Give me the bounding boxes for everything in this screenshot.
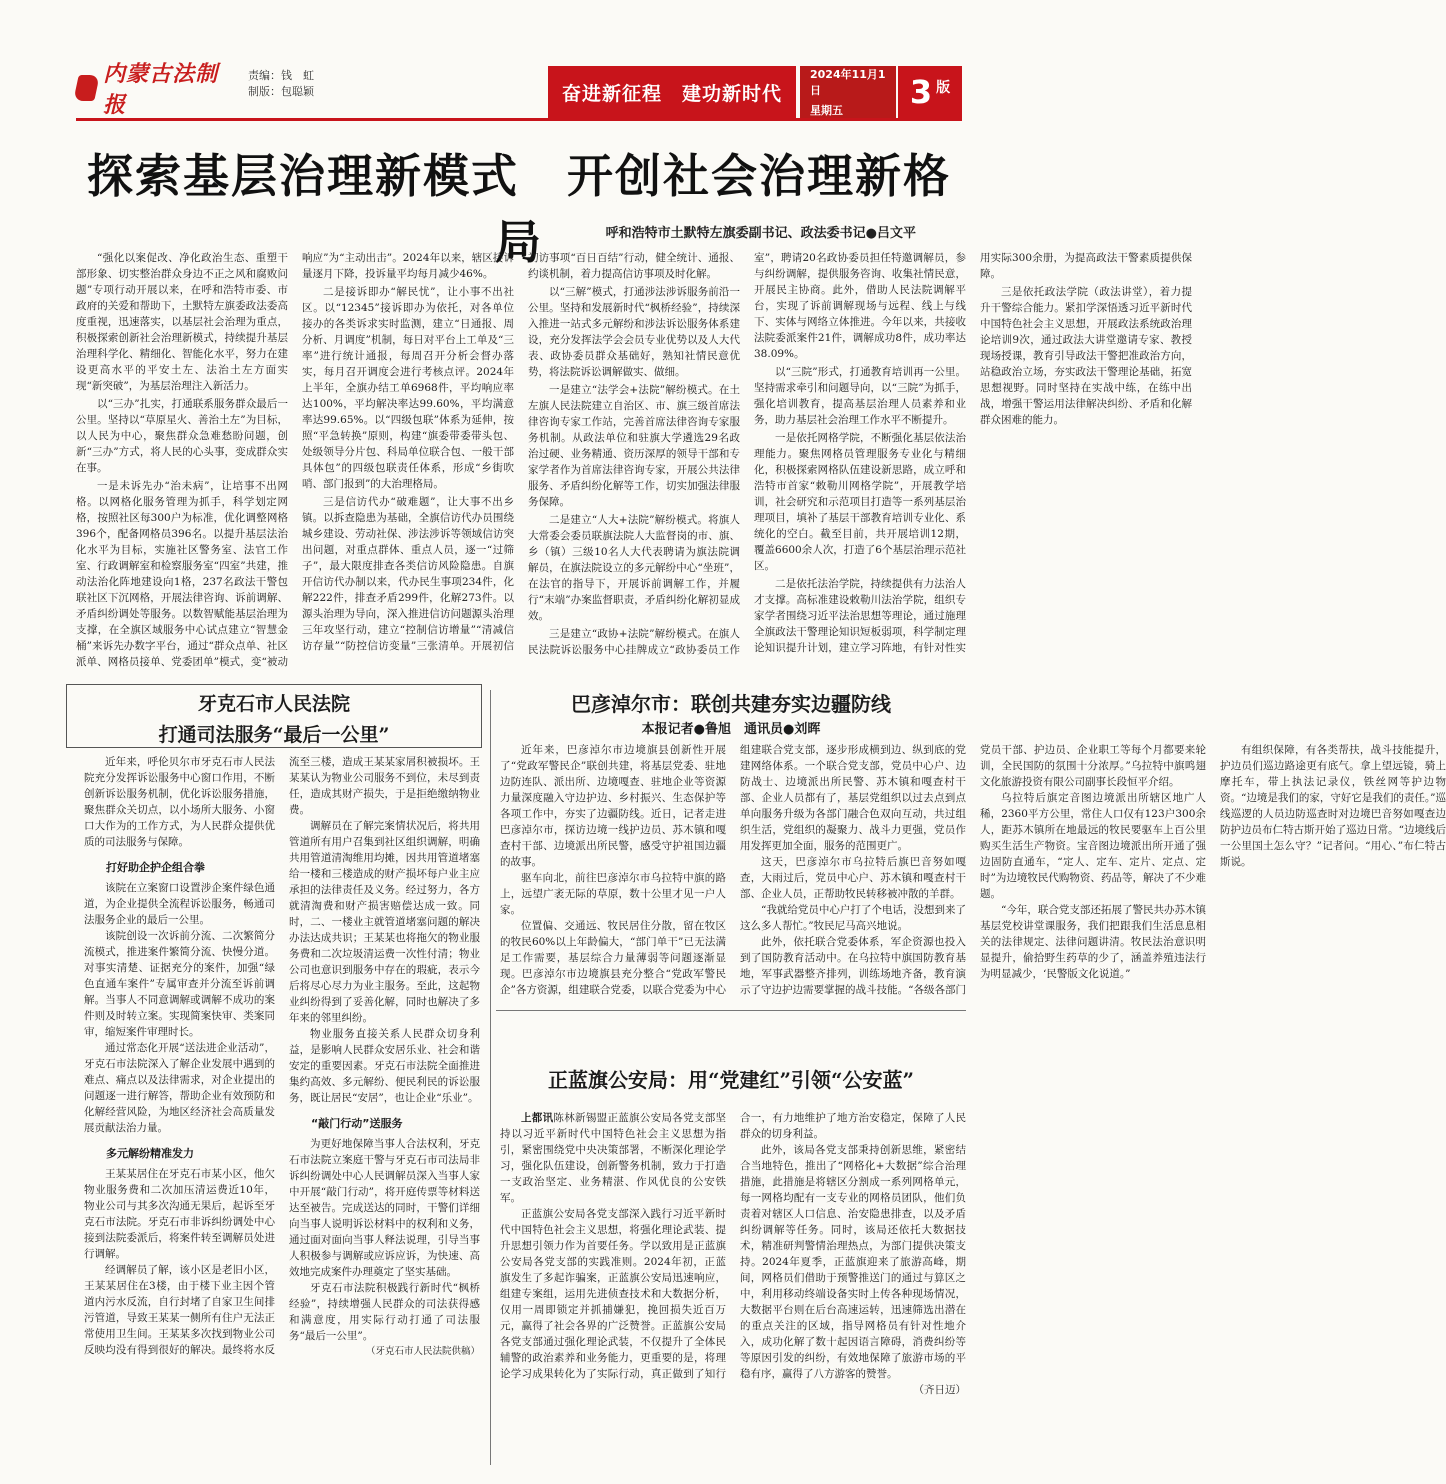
article-paragraph: 一是建立“法学会+法院”解纷模式。在土左旗人民法院建立自治区、市、旗三级首席法律咨询专家工作站，完善首席法律咨询专家服务机制。从政法单位和驻旗大学遴选29名政治过硬、业务精通、资历深厚的领导干部和专家学者作为首席法律咨询专家，开展公共法律服务、矛盾纠纷化解等工作，切实加强法律服务保障。 xyxy=(528,384,740,508)
article-paragraph xyxy=(500,1110,726,1206)
page-number-block xyxy=(898,66,962,118)
page-number: 3 xyxy=(909,73,933,111)
article-paragraph: 物业服务直接关系人民群众切身利益，是影响人民群众安居乐业、社会和谐安定的重要因素。牙克石市法院全面推进集约高效、多元解纷、便民利民的诉讼服务，既让居民“安居”，也让企业“乐业”。 xyxy=(289,1028,480,1104)
article-paragraph: 此外，该局各党支部秉持创新思维，紧密结合当地特色，推出了“网格化+大数据”综合治理措施，此措施是将辖区分割成一系列网格单元，每一网格均配有一支专业的网格员团队，他们负责着对辖区人口信息、治安隐患排查，以及矛盾纠纷调解等任务。同时，该局还依托大数据技术，精准研判警情治理热点，为部门提供决策支持。2024年夏季，正蓝旗迎来了旅游高峰，期间，网格员们借助于预警推送门的通过与算区之中，利用移动终端设备实时上传各种现场情况，大数据平台则在后台高速运转，迅速筛选出潜在的重点关注的区域，指导网格员有针对性地介入，成功化解了数十起因语言障碍，消费纠纷等等原因引发的纠纷，有效地保障了旅游市场的平稳有序，赢得了八方游客的赞誉。 xyxy=(740,1144,966,1380)
article-paragraph: 二是接诉即办“解民忧”，让小事不出社区。以“12345”接诉即办为依托，对各单位接办的各类诉求实时监测，建立“日通报、周分析、月调度”机制，每日对平台上工单及“三率”进行统计通报，每周召开分析会督办落实，每月召开调度会进行考核点评。2024年上半年，全旗办结工单6968件，平均响应率达100%，平均解决率达99.60%，平均满意率达99.65%。以“四级包联”体系为延伸，按照“平急转换”原则，构建“旗委带委带头包、处级领导分片包、科局单位联合包、一般干部具体包”的四级包联责任体系，形成“乡街吹哨、部门报到”的大治理格局。 xyxy=(302,286,514,490)
article-paragraph: 二是建立“人大+法院”解纷模式。将旗人大常委会委员联旗法院人大监督岗的市、旗、乡（镇）三级10名人大代表聘请为旗法院调解员，在旗法院设立的多元解纷中心“坐班”，在法官的指导下，开展诉前调解工作，并履行“末端”办案监督职责，矛盾纠纷化解初显成效。 xyxy=(528,514,740,622)
article-paragraph: 以“三办”扎实，打通联系服务群众最后一公里。坚持以“草原星火、善治土左”为目标，以人民为中心，聚焦群众急难愁盼问题，创新“三办”方式，将人民的心头事，变成群众实在事。 xyxy=(76,398,288,474)
page-label: 版 xyxy=(936,80,951,96)
source-credit: （牙克石市人民法院供稿） xyxy=(365,1346,480,1357)
issue-weekday: 星期五 xyxy=(810,104,843,117)
issue-date: 2024年11月1日 xyxy=(810,68,886,97)
left-article-title-line2: 打通司法服务“最后一公里” xyxy=(158,724,390,746)
producer-credit: 制版：包聪颖 xyxy=(248,85,314,98)
subheading: “敲门行动”送服务 xyxy=(311,1117,403,1130)
editor-credit: 责编：钱 虹 xyxy=(248,69,314,82)
left-article-title-line1: 牙克石市人民法院 xyxy=(197,693,350,715)
article-paragraph: 牙克石市法院积极践行新时代“枫桥经验”，持续增强人民群众的司法获得感和满意度，用实际行动打通了司法服务“最后一公里”。 xyxy=(289,1282,480,1342)
section-divider xyxy=(496,1010,966,1011)
article-paragraph: 一是依托网格学院，不断强化基层依法治理能力。聚焦网格员管理服务专业化与精细化，积极探索网格队伍建设新思路，成立呼和浩特市首家“敕勒川网格学院”，开展教学培训，社会研究和示范项目打造等一系列基层治理项目，填补了基层干部教育培训专业化、系统化的空白。截至目前，共开展培训12期，覆盖6600余人次，打造了6个基层治理示范社区。 xyxy=(754,432,966,572)
article-paragraph: 该院在立案窗口设置涉企案件绿色通道，为企业提供全流程诉讼服务，畅通司法服务企业的最后一公里。 xyxy=(84,882,275,926)
left-article-headline-box xyxy=(66,684,482,748)
article-paragraph: 近年来，呼伦贝尔市牙克石市人民法院充分发挥诉讼服务中心窗口作用，不断创新诉讼服务机制，优化诉讼服务措施，聚焦群众关切点，以小场所大服务、小窗口大作为的工作方式，为人民群众提供优质的司法服务与保障。 xyxy=(84,756,275,848)
article-paragraph: 正蓝旗公安局各党支部深入践行习近平新时代中国特色社会主义思想，将强化理论武装、提升思想引领力作为首要任务。学以致用是正蓝旗公安局各党支部的实践准则。2024年初，正蓝旗发生了多起诈骗案，正蓝旗公安局迅速响应，组建专案组，运用先进侦查技术和大数据分析，仅用一周即锁定并抓捕嫌犯，挽回损失近百万元，赢得了社会各界的广泛赞誉。正蓝旗公安局各党支部通过强化理论武装，不仅提升了全体民辅警的政治素养和业务能力，更重要的是，将理论学习成果转化为了实际行动，真正做到了知行合一，有力地维护了地方治安稳定，保障了人民群众的切身利益。 xyxy=(500,1112,966,1380)
article-paragraph: 驱车向北，前往巴彦淖尔市乌拉特中旗的路上，远望广袤无际的草原，数十公里才见一户人家。 xyxy=(500,872,726,916)
subheading: 多元解纷精准发力 xyxy=(106,1147,194,1160)
article-text: 陈林新锡盟正蓝旗公安局各党支部坚持以习近平新时代中国特色社会主义思想为指引，紧密围绕党中央决策部署，不断深化理论学习，强化队伍建设，创新警务机制，致力于打造一支政治坚定、业务精湛、作风优良的公安铁军。 xyxy=(500,1112,727,1204)
article-paragraph: “我就给党员中心户打了个电话，没想到来了这么多人帮忙。”牧民尼马高兴地说。 xyxy=(740,904,966,932)
right-article-1-byline: 本报记者●鲁旭 通讯员●刘晖 xyxy=(641,722,821,737)
article-paragraph: “强化以案促改、净化政治生态、重塑干部形象、切实整治群众身边不正之风和腐败问题”专项行动开展以来，在呼和浩特市委、市政府的关爱和帮助下，土默特左旗委政法委高度重视，迅速落实，以基层社会治理为重点，积极探索创新社会治理新模式，持续提升基层治理科学化、精细化、智能化水平，努力在建设更高水平的平安土左、法治土左方面实现“新突破”，为基层治理注入新活力。 xyxy=(76,252,288,392)
article-paragraph: 二是依托法治学院，持续提供有力法治人才支撑。高标准建设敕勒川法治学院，组织专家学者围绕习近平法治思想等理论，通过施理全旗政法干警理论知识短板弱项，科学制定理论知识提升计划，建立学习阵地，有针对性实用实际300余册，为提高政法干警素质提供保障。 xyxy=(754,252,1192,654)
right-article-1-headline: 巴彦淖尔市：联创共建夯实边疆防线 xyxy=(571,692,891,716)
article-paragraph: 三是依托政法学院（政法讲堂），着力提升干警综合能力。紧扣学深悟透习近平新时代中国特色社会主义思想，开展政法系统政治理论培训9次，通过政法大讲堂邀请专家、教授现场授课，教育引导政法干警把准政治方向，站稳政治立场，夯实政法干警理论基础，拓宽思想视野。同时坚持在实战中练，在练中出战，增强干警运用法律解决纠纷、矛盾和化解群众困难的能力。 xyxy=(980,286,1192,426)
right-article-2-body xyxy=(500,1110,966,1450)
article-paragraph: 三是建立“政协+法院”解纷模式。在旗人民法院诉讼服务中心挂牌成立“政协委员工作室”，聘请20名政协委员担任特邀调解员，参与纠纷调解，提供服务咨询、收集社情民意，开展民主协商。此外，借助人民法院调解平台，实现了诉前调解现场与远程、线上与线下、实体与网络立体推进。今年以来，共接收法院委派案件21件，调解成功8件，成功率达38.09%。 xyxy=(528,252,966,656)
right-article-2-headline: 正蓝旗公安局：用“党建红”引领“公安蓝” xyxy=(547,1068,914,1092)
article-paragraph: 乌拉特后旗定音图边境派出所辖区地广人稀，2360平方公里，常住人口仅有123户300余人，距苏木镇所在地最远的牧民要驱车上百公里购买生活生产物资。宝音图边境派出所开通了强边固防直通车，“定人、定车、定片、定点、定时”为边境牧民代购物资、药品等，解决了不少难题。 xyxy=(980,792,1206,900)
header-rule xyxy=(76,118,962,121)
article-paragraph: 这天，巴彦淖尔市乌拉特后旗巴音努如嘎查，大雨过后，党员中心户、苏木镇和嘎查村干部、企业人员，正帮助牧民转移被冲散的羊群。 xyxy=(740,856,966,900)
left-article-body xyxy=(84,754,480,1454)
main-headline: 探索基层治理新模式 开创社会治理新格局 xyxy=(87,149,951,269)
newspaper-logo xyxy=(76,62,236,118)
article-paragraph: 该院创设一次诉前分流、二次繁简分流模式，推进案件繁简分流、快慢分道。对事实清楚、证据充分的案件，加强“绿色直通车案件”专属审查并分流至诉前调解。当事人不同意调解或调解不成功的案件则及时转立案。实现简案快审、类案同审，缩短案件审理时长。 xyxy=(84,930,275,1038)
slogan-banner: 奋进新征程 建功新时代 xyxy=(548,66,796,118)
article-paragraph: 三是信访代办“破难题”，让大事不出乡镇。以拆查隐患为基础，全旗信访代办员围绕城乡建设、劳动社保、涉法涉诉等领域信访突出问题，对重点群体、重点人员，逐一“过筛子”，最大限度排查各类信访风险隐患。自旗开信访代办制以来，代办民生事项234件，化解222件，排查矛盾299件，化解273件。以源头治理为导向，深入推进信访问题源头治理三年攻坚行动，建立“控制信访增量”“清减信访存量”“防控信访变量”三张清单。开展初信初访事项“百日百结”行动，健全统计、通报、约谈机制，着力提高信访事项及时化解。 xyxy=(302,252,740,652)
article-paragraph: 此外，依托联合党委体系，军企资源也投入到了国防教育活动中。在乌拉特中旗国防教育基地，军事武器整齐排列，训练场地齐备，教育演示了守边护边需要掌握的战斗技能。“各级各部门党员干部、护边员、企业职工等每个月都要来轮训，全民国防的氛围十分浓厚。”乌拉特中旗鸣翅文化旅游投资有限公司副事长段恒平介绍。 xyxy=(740,744,1206,996)
article-paragraph: 通过常态化开展“送法进企业活动”，牙克石市法院深入了解企业发展中遇到的难点、痛点以及法律需求，对企业提出的问题逐一进行解答，帮助企业有效预防和化解经营风险，为地区经济社会高质量发展贡献法治力量。 xyxy=(84,1042,275,1134)
article-paragraph: 经调解员了解，该小区是老旧小区，王某某居住在3楼，由于楼下业主因个管道内污水反流，自行封堵了自家卫生间排污管道，导致王某某一侧所有住户无法正常使用卫生间。王某某多次找到物业公司反映均没有得到很好的解决。最终将水反流至三楼，造成王某某家屑积被损坏。王某某认为物业公司服务不到位，未尽到责任，造成其财产损失，于是拒绝缴纳物业费。 xyxy=(84,756,480,1356)
article-paragraph: 以“三解”模式，打通涉法涉诉服务前沿一公里。坚持和发展新时代“枫桥经验”，持续深入推进一站式多元解纷和涉法诉讼服务体系建设，充分发挥法学会会员专业优势以及人大代表、政协委员群众基础好，熟知社情民意优势，将法院诉讼调解做实、做细。 xyxy=(528,286,740,378)
credits xyxy=(248,68,314,100)
article-paragraph: 为更好地保障当事人合法权利，牙克石市法院立案庭干警与牙克石市司法局非诉纠纷调处中心人民调解员深入当事人家中开展“敲门行动”，将开庭传票等材料送达至被告。完成送达的同时，干警们详细向当事人说明诉讼材料中的权利和义务，通过面对面向当事人释法说理，引导当事人积极参与调解或应诉应诉，为快速、高效地完成案件办理奠定了坚实基础。 xyxy=(289,1138,480,1278)
logo-emblem-icon xyxy=(73,75,100,101)
source-credit: （齐日迈） xyxy=(913,1384,966,1396)
article-paragraph: “今年，联合党支部还拓展了警民共办苏木镇基层党校讲堂课服务，我们把跟我们生活息息相关的法律规定、法律问题讲清。牧民法治意识明显提升，偷拾野生药草的少了，涵盖养殖违法行为明显减少，‘民警版文化说道。” xyxy=(980,904,1206,980)
article-paragraph: 近年来，巴彦淖尔市边境旗县创新性开展了“党政军警民企”联创共建，将基层党委、驻地边防连队、派出所、边境嘎查、驻地企业等资源力量深度融入守边护边、乡村振兴、生态保护等各项工作中，夯实了边疆防线。近日，记者走进巴彦淖尔市，探访边境一线护边员、苏木镇和嘎查村干部、边境派出所民警，感受守护祖国边疆的故事。 xyxy=(500,744,726,868)
article-paragraph: 位置偏、交通远、牧民居住分散，留在牧区的牧民60%以上年龄偏大，“部门单干”已无法满足工作需要，基层综合力量薄弱等问题逐渐显现。巴彦淖尔市边境旗县充分整合“党政军警民企”各方资源，组建联合党委，以联合党委为中心组建联合党支部，逐步形成横到边、纵到底的党建网络体系。一个联合党支部，党员中心户、边防战士、边境派出所民警、苏木镇和嘎查村干部、企业人员都有了，基层党组织以过去点到点单向服务升级为各部门融合色双向互动，共过组织生活，党组织的凝聚力、战斗力更强，党员作用发挥更加全面，服务的范围更广。 xyxy=(500,744,966,996)
main-byline: 呼和浩特市土默特左旗委副书记、政法委书记●吕文平 xyxy=(605,226,916,241)
article-paragraph: 调解员在了解完案情状况后，将共用管道所有用户召集到社区组织调解，明确共用管道清淘维用均摊，因共用管道堵塞给一楼和三楼造成的财产损坏每户业主应承担的法律责任及义务。经过努力，各方就清淘费和财产损害赔偿达成一致。同时，二、一楼业主就管道堵塞问题的解决办法达成共识；王某某也将拖欠的物业服务费和二次垃圾清运费一次性付清；物业公司也意识到服务中存在的瑕疵，表示今后将尽心尽力为业主服务。至此，这起物业纠纷得到了妥善化解，同时也解决了多年来的邻里纠纷。 xyxy=(289,820,480,1024)
right-article-1-body xyxy=(500,742,1446,1004)
article-paragraph: 有组织保障，有各类帮扶，战斗技能提升，护边员们巡边路途更有底气。拿上望远镜，骑上摩托车，带上执法记录仪，铁丝网等护边物资。“边境是我们的家，守好它是我们的责任。”巡线巡逻的人员边防巡查时对边境巴音努如嘎查边防护边员布仁特古斯开始了巡边日常。“边境线后一公里国土怎么守？”记者问。“用心、”布仁特古斯说。 xyxy=(1220,744,1446,868)
article-paragraph: 以“三院”形式，打通教育培训再一公里。坚持需求牵引和问题导向，以“三院”为抓手，强化培训教育，提高基层治理人员素养和业务，助力基层社会治理工作水平不断提升。 xyxy=(754,366,966,426)
article-paragraph: 一是未诉先办“治未病”，让培事不出网格。以网格化服务管理为抓手，科学划定网格，按照社区每300户为标准，优化调整网格396个，配备网格员396名。以提升基层法治化水平为目标，实施社区警务室、法官工作室、行政调解室和检察服务室“四室”共建，推动法治化阵地建设向1格，237名政法干警包联社区下沉网格，开展法律咨询、诉前调解、矛盾纠纷调处等服务。以数智赋能基层治理为支撑，在全旗区域服务中心试点建立“智慧金桶”来诉先办数字平台，通过“群众点单、社区派单、网格员接单、党委团单”模式，变“被动响应”为“主动出击”。2024年以来，辖区接诉量逐月下降，投诉量平均每月减少46%。 xyxy=(76,252,514,668)
date-block xyxy=(800,66,896,118)
subheading: 打好助企护企组合拳 xyxy=(106,861,205,874)
main-article-body xyxy=(76,250,1192,670)
column-divider xyxy=(490,690,491,1465)
newspaper-header xyxy=(0,0,1024,120)
logo-text: 内蒙古法制报 xyxy=(103,62,219,118)
article-paragraph: 王某某居住在牙克石市某小区，他欠物业服务费和二次加压清运费近10年，物业公司与其多次沟通无果后，起诉至牙克石市法院。牙克石市非诉纠纷调处中心接到法院委派后，将案件转至调解员处进行调解。 xyxy=(84,1168,275,1260)
dateline: 上都讯 xyxy=(521,1112,554,1124)
